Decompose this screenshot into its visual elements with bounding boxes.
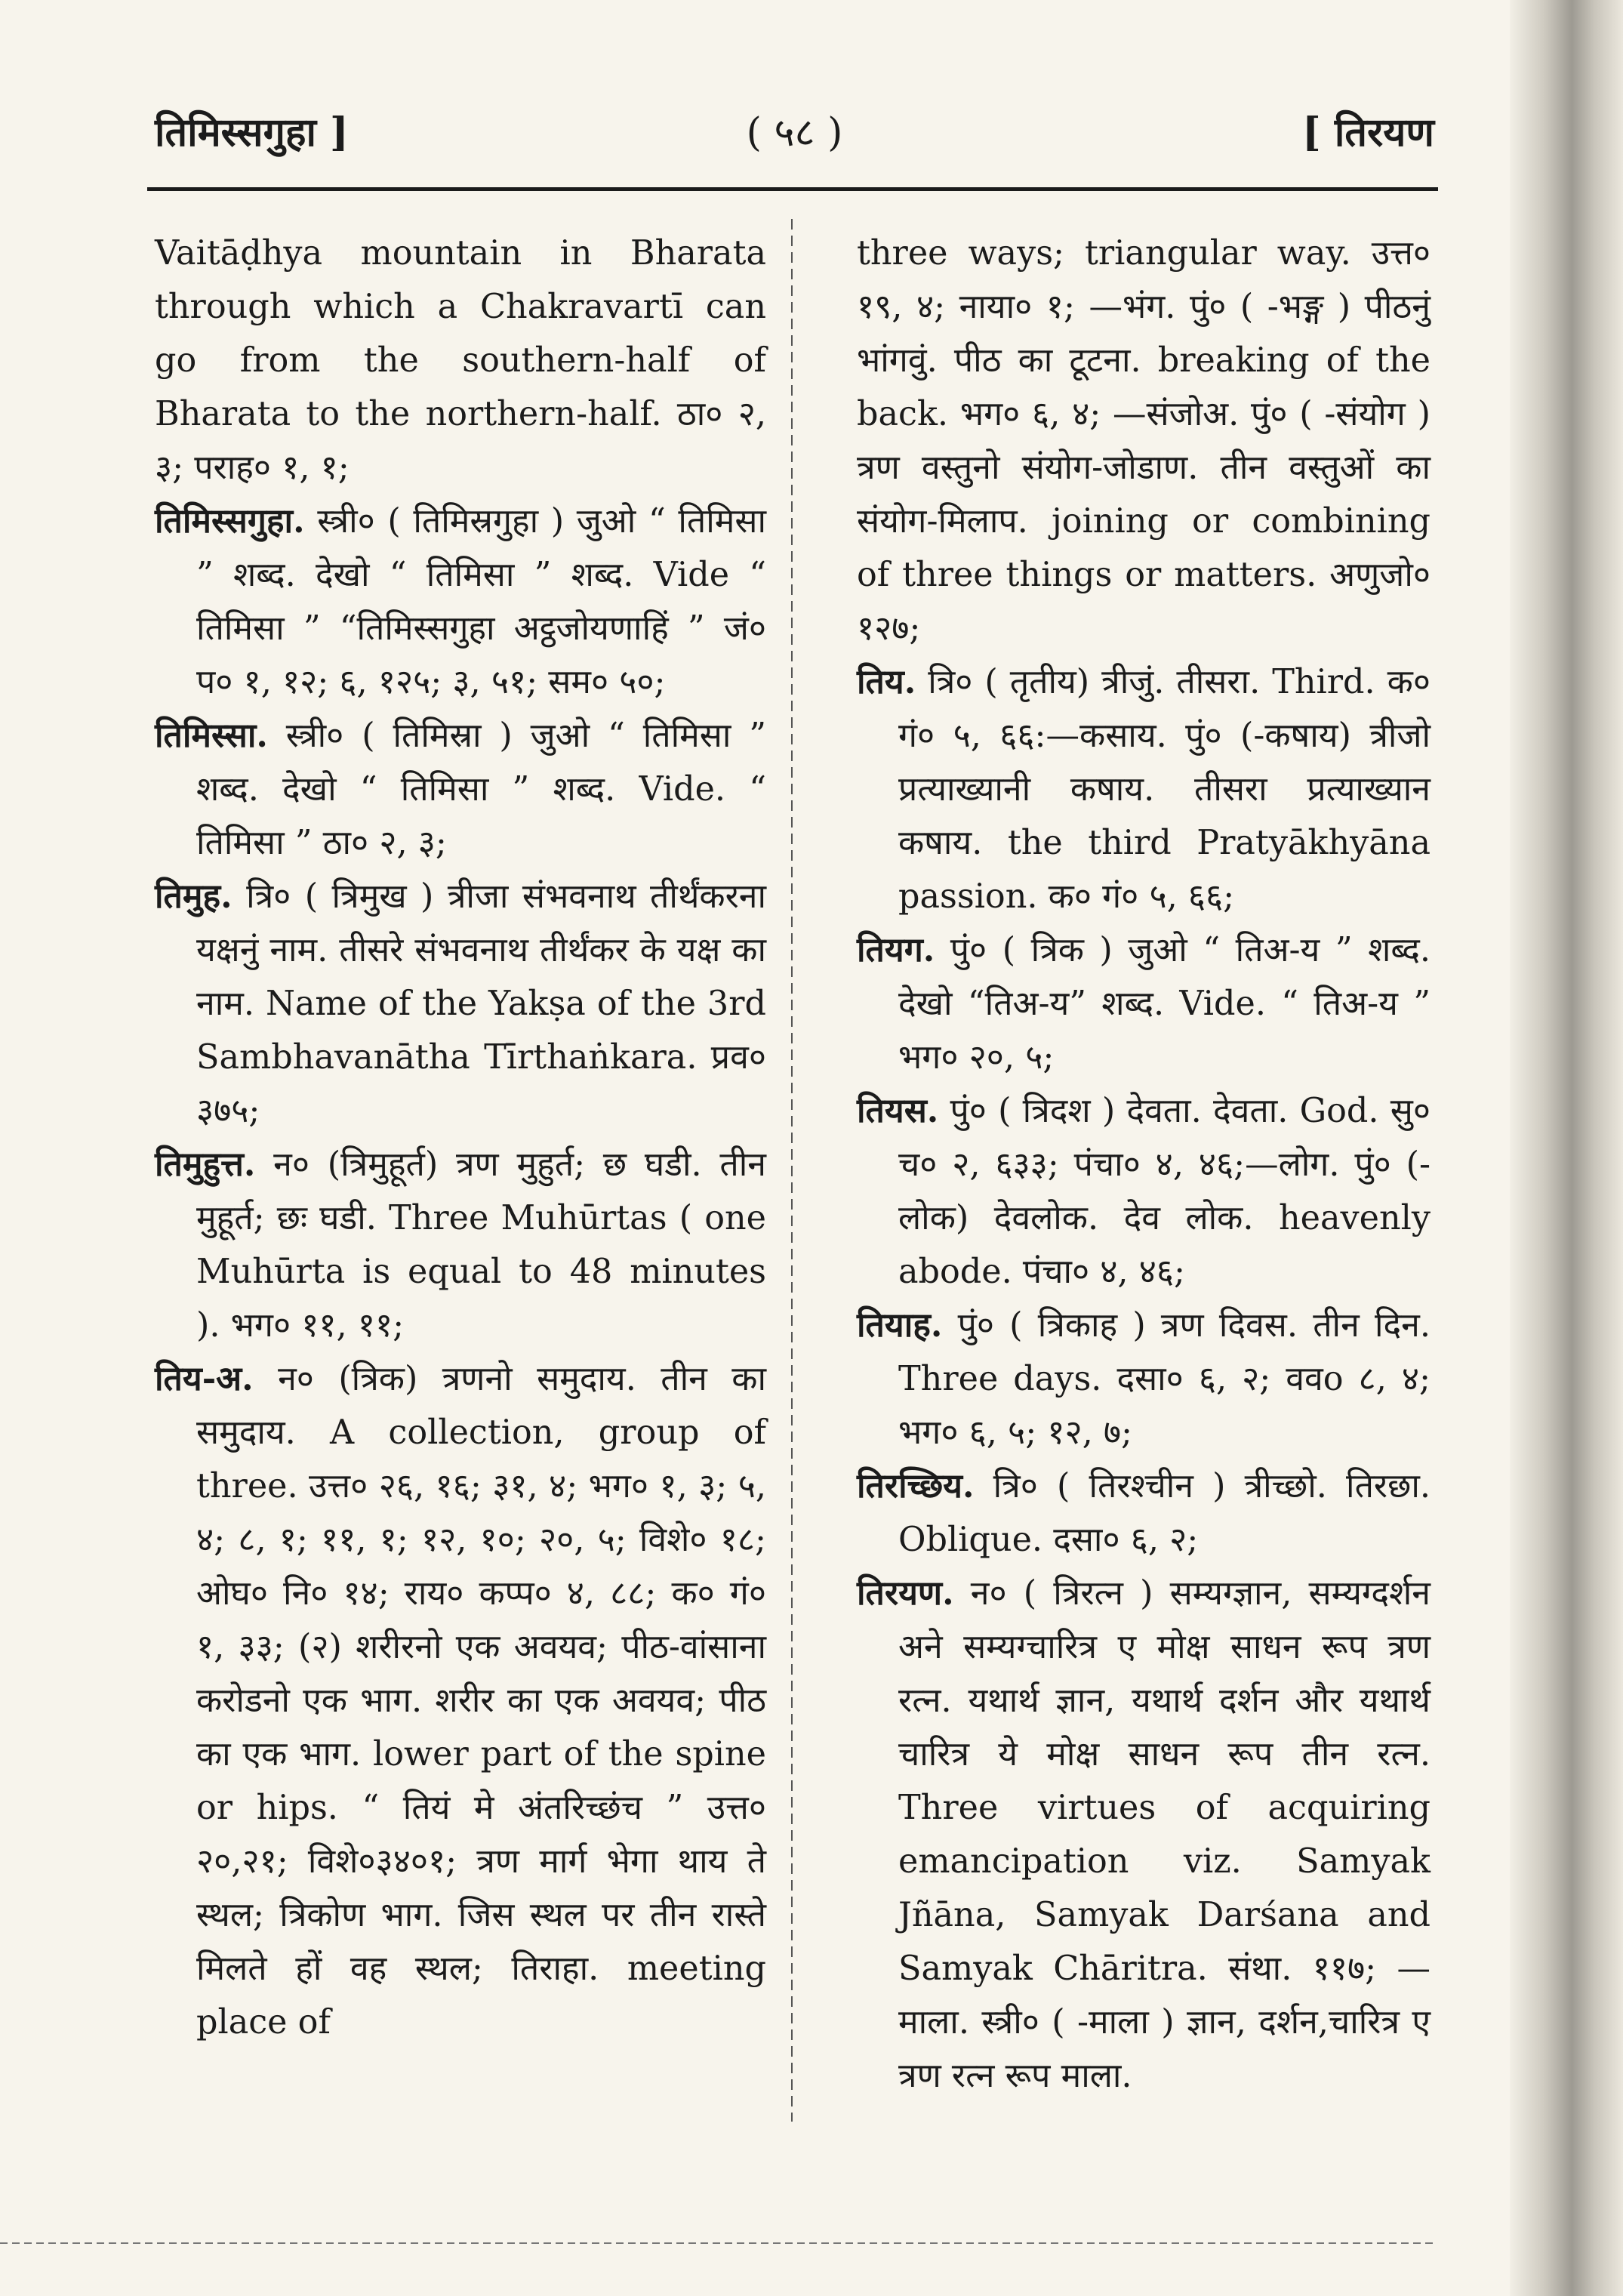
entry-headword: तियस. [857, 1091, 939, 1130]
entry-headword: तिमुहुत्त. [155, 1145, 256, 1184]
entry-body: स्त्री० ( तिमिस्रा ) जुओ “ तिमिसा ” शब्द. देखो “ तिमिसा ” शब्द. Vide. “ तिमिसा ” ठा० २, ३; [196, 717, 766, 862]
dictionary-entry [857, 1084, 1431, 1299]
dictionary-entry [155, 495, 766, 709]
header-right-guideword: [ तिरयण [1302, 109, 1434, 156]
page-bottom-rule [0, 2242, 1434, 2244]
entry-headword: तिमिस्सगुहा. [155, 501, 305, 541]
entry-headword: तिय-अ. [155, 1359, 254, 1398]
entry-body: Vaitāḍhya mountain in Bharata through which a Chakravartī can go from the southern-half of Bharata to the northern-half. ठा० २, ३; पराह० १, १; [155, 234, 766, 487]
entry-headword: तियग. [857, 930, 935, 969]
dictionary-entry [155, 870, 766, 1138]
entry-headword: तिरच्छिय. [857, 1466, 975, 1505]
entry-headword: तिरयण. [857, 1573, 954, 1613]
dictionary-entry [857, 227, 1431, 655]
dictionary-entry [857, 1299, 1431, 1459]
dictionary-entry [857, 923, 1431, 1084]
dictionary-entry [857, 1567, 1431, 2103]
header-rule [147, 187, 1438, 191]
dictionary-entry [155, 1352, 766, 2049]
right-column [857, 227, 1431, 2103]
entry-body: न० (त्रिक) त्रणनो समुदाय. तीन का समुदाय. A collection, group of three. उत्त० २६, १६; ३१, ४; भग० १, ३; ५, ४; ८, १; ११, १; १२, १०; २०, ५; विशे० १८; ओघ० नि० १४; राय० कप्प० ४, ८८; क० गं० १, ३३; (२) शरीरनो एक अवयव; पीठ-वांसाना करोडनो एक भाग. शरीर का एक अवयव; पीठ का एक भाग. lower part of the spine or hips. “ तियं मे अंतरिच्छंच ” उत्त० २०,२१; विशे०३४०१; त्रण मार्ग भेगा थाय ते स्थल; त्रिकोण भाग. जिस स्थल पर तीन रास्ते मिलते हों वह स्थल; तिराहा. meeting place of [196, 1360, 766, 2042]
entry-body: त्रि० ( तिरश्चीन ) त्रीच्छो. तिरछा. Oblique. दसा० ६, २; [898, 1467, 1431, 1559]
running-header [155, 89, 1434, 157]
entry-body: त्रि० ( तृतीय) त्रीजुं. तीसरा. Third. क० गं० ५, ६६:—कसाय. पुं० (-कषाय) त्रीजो प्रत्याख्यानी कषाय. तीसरा प्रत्याख्यान कषाय. the third Pratyākhyāna passion. क० गं० ५, ६६; [898, 663, 1431, 916]
entry-headword: तियाह. [857, 1305, 943, 1345]
entry-body: न० ( त्रिरत्न ) सम्यग्ज्ञान, सम्यग्दर्शन अने सम्यग्चारित्र ए मोक्ष साधन रूप त्रण रत्न. यथार्थ ज्ञान, यथार्थ दर्शन और यथार्थ चारित्र ये मोक्ष साधन रूप तीन रत्न. Three virtues of acquiring emancipation viz. Samyak Jñāna, Samyak Darśana and Samyak Chāritra. संथा. ११७; —माला. स्त्री० ( -माला ) ज्ञान, दर्शन,चारित्र ए त्रण रत्न रूप माला. [898, 1574, 1431, 2095]
page-number: ( ५८ ) [746, 110, 843, 156]
entry-body: स्त्री० ( तिमिस्रगुहा ) जुओ “ तिमिसा ” शब्द. देखो “ तिमिसा ” शब्द. Vide “ तिमिसा ” “तिमिस्सगुहा अट्ठजोयणाहिं ” जं० प० १, १२; ६, १२५; ३, ५१; सम० ५०; [196, 502, 766, 701]
entry-body: three ways; triangular way. उत्त० १९, ४; नाया० १; —भंग. पुं० ( -भङ्ग ) पीठनुं भांगवुं. पीठ का टूटना. breaking of the back. भग० ६, ४; —संजोअ. पुं० ( -संयोग ) त्रण वस्तुनो संयोग-जोडाण. तीन वस्तुओं का संयोग-मिलाप. joining or combining of three things or matters. अणुजो० १२७; [857, 234, 1431, 648]
entry-headword: तिमिस्सा. [155, 716, 268, 755]
scan-binding-edge [1510, 0, 1623, 2296]
dictionary-entry [857, 1459, 1431, 1567]
left-column [155, 227, 766, 2049]
dictionary-entry [155, 227, 766, 495]
dictionary-entry [155, 1138, 766, 1352]
column-divider [791, 219, 793, 2122]
entry-body: पुं० ( त्रिक ) जुओ “ तिअ-य ” शब्द. देखो “तिअ-य” शब्द. Vide. “ तिअ-य ” भग० २०, ५; [898, 931, 1431, 1077]
entry-headword: तिय. [857, 662, 916, 701]
header-left-guideword: तिमिस्सगुहा ] [155, 109, 349, 156]
entry-body: पुं० ( त्रिकाह ) त्रण दिवस. तीन दिन. Three days. दसा० ६, २; ववo ८, ४; भग० ६, ५; १२, ७; [898, 1306, 1431, 1452]
entry-body: पुं० ( त्रिदश ) देवता. देवता. God. सु० च० २, ६३३; पंचा० ४, ४६;—लोग. पुं० (-लोक) देवलोक. देव लोक. heavenly abode. पंचा० ४, ४६; [898, 1092, 1431, 1291]
entry-body: न० (त्रिमुहूर्त) त्रण मुहुर्त; छ घडी. तीन मुहूर्त; छः घडी. Three Muhūrtas ( one Muhūrta is equal to 48 minutes ). भग० ११, ११; [196, 1145, 766, 1345]
dictionary-entry [857, 655, 1431, 923]
entry-body: त्रि० ( त्रिमुख ) त्रीजा संभवनाथ तीर्थंकरना यक्षनुं नाम. तीसरे संभवनाथ तीर्थंकर के यक्ष का नाम. Name of the Yakṣa of the 3rd Sambhavanātha Tīrthaṅkara. प्रव० ३७५; [196, 877, 766, 1130]
entry-headword: तिमुह. [155, 877, 233, 916]
dictionary-entry [155, 709, 766, 870]
